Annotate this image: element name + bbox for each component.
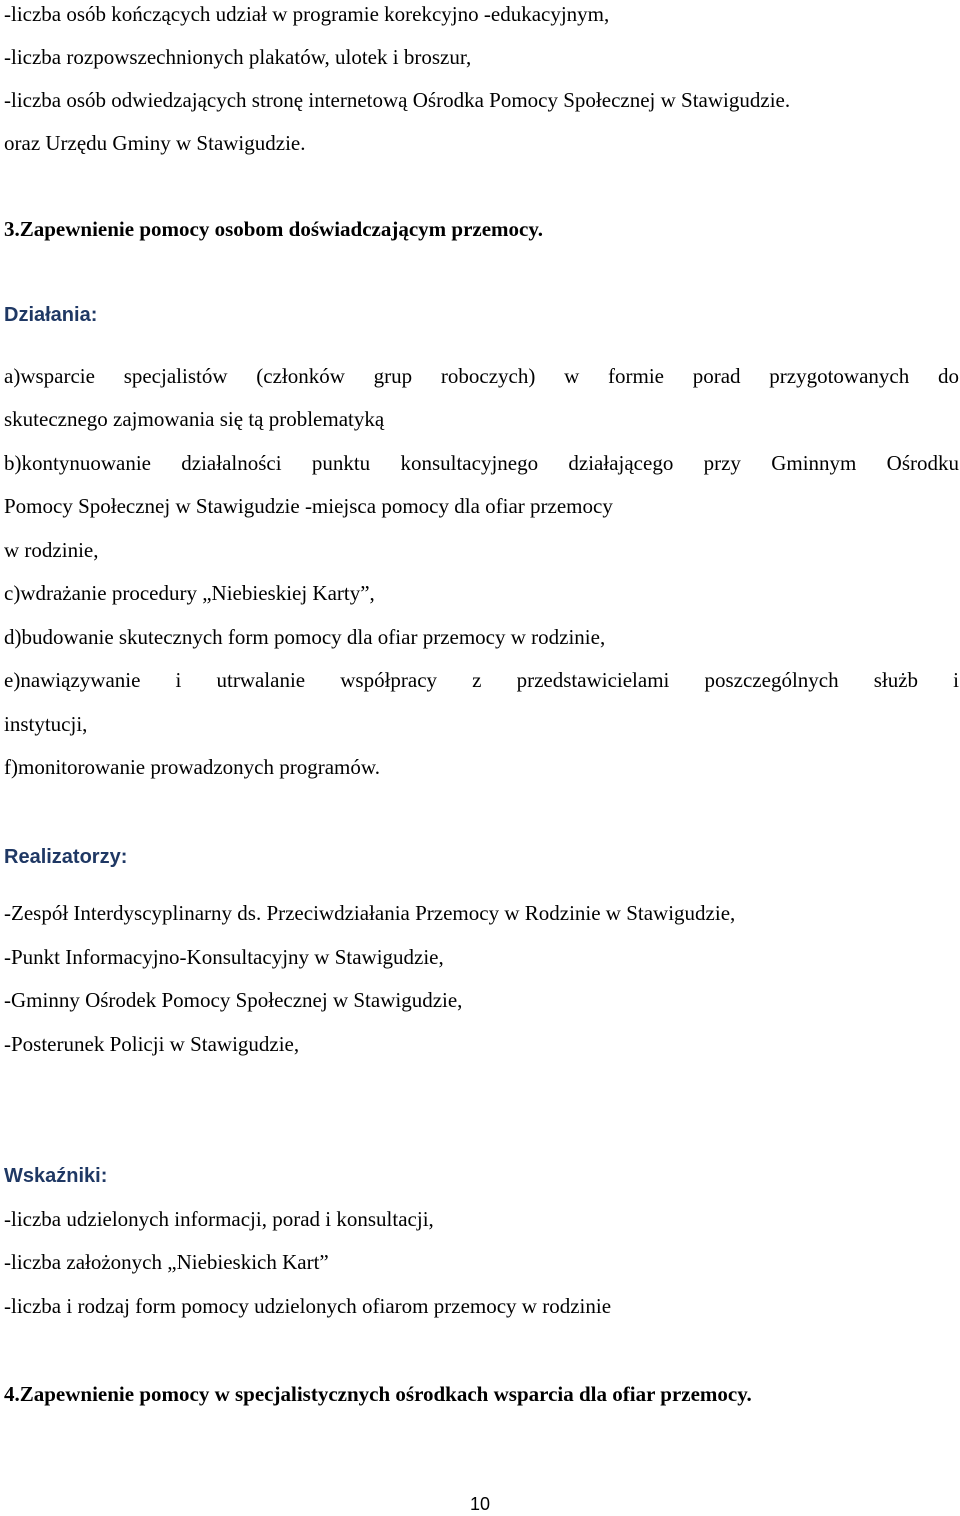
implementers-heading: Realizatorzy: (4, 846, 128, 868)
action-item: instytucji, (4, 712, 88, 736)
section-3-heading: 3.Zapewnienie pomocy osobom doświadczającym przemocy. (4, 217, 543, 241)
indicator-item: -liczba założonych „Niebieskich Kart” (4, 1250, 329, 1274)
action-item: e)nawiązywanie i utrwalanie współpracy z przedstawicielami poszczególnych służb i (4, 668, 959, 692)
action-item: c)wdrażanie procedury „Niebieskiej Karty”, (4, 581, 375, 605)
implementer-item: -Gminny Ośrodek Pomocy Społecznej w Stawigudzie, (4, 988, 463, 1012)
page-number: 10 (469, 1494, 491, 1514)
list-item: oraz Urzędu Gminy w Stawigudzie. (4, 131, 306, 155)
indicator-item: -liczba i rodzaj form pomocy udzielonych ofiarom przemocy w rodzinie (4, 1294, 612, 1318)
section-4-heading: 4.Zapewnienie pomocy w specjalistycznych ośrodkach wsparcia dla ofiar przemocy. (4, 1382, 752, 1406)
action-item: w rodzinie, (4, 538, 99, 562)
list-item: -liczba osób odwiedzających stronę internetową Ośrodka Pomocy Społecznej w Stawigudzie. (4, 88, 791, 112)
action-item: a)wsparcie specjalistów (członków grup roboczych) w formie porad przygotowanych do (4, 364, 959, 388)
list-item: -liczba osób kończących udział w programie korekcyjno -edukacyjnym, (4, 2, 610, 26)
action-item: Pomocy Społecznej w Stawigudzie -miejsca pomocy dla ofiar przemocy (4, 494, 613, 518)
implementer-item: -Posterunek Policji w Stawigudzie, (4, 1032, 300, 1056)
indicator-item: -liczba udzielonych informacji, porad i konsultacji, (4, 1207, 434, 1231)
implementer-item: -Punkt Informacyjno-Konsultacyjny w Stawigudzie, (4, 945, 444, 969)
action-item: skutecznego zajmowania się tą problematyką (4, 407, 385, 431)
action-item: f)monitorowanie prowadzonych programów. (4, 755, 380, 779)
indicators-heading: Wskaźniki: (4, 1165, 108, 1187)
implementer-item: -Zespół Interdyscyplinarny ds. Przeciwdziałania Przemocy w Rodzinie w Stawigudzie, (4, 901, 736, 925)
actions-heading: Działania: (4, 304, 98, 326)
list-item: -liczba rozpowszechnionych plakatów, ulotek i broszur, (4, 45, 472, 69)
action-item: b)kontynuowanie działalności punktu konsultacyjnego działającego przy Gminnym Ośrodku (4, 451, 959, 475)
action-item: d)budowanie skutecznych form pomocy dla ofiar przemocy w rodzinie, (4, 625, 606, 649)
